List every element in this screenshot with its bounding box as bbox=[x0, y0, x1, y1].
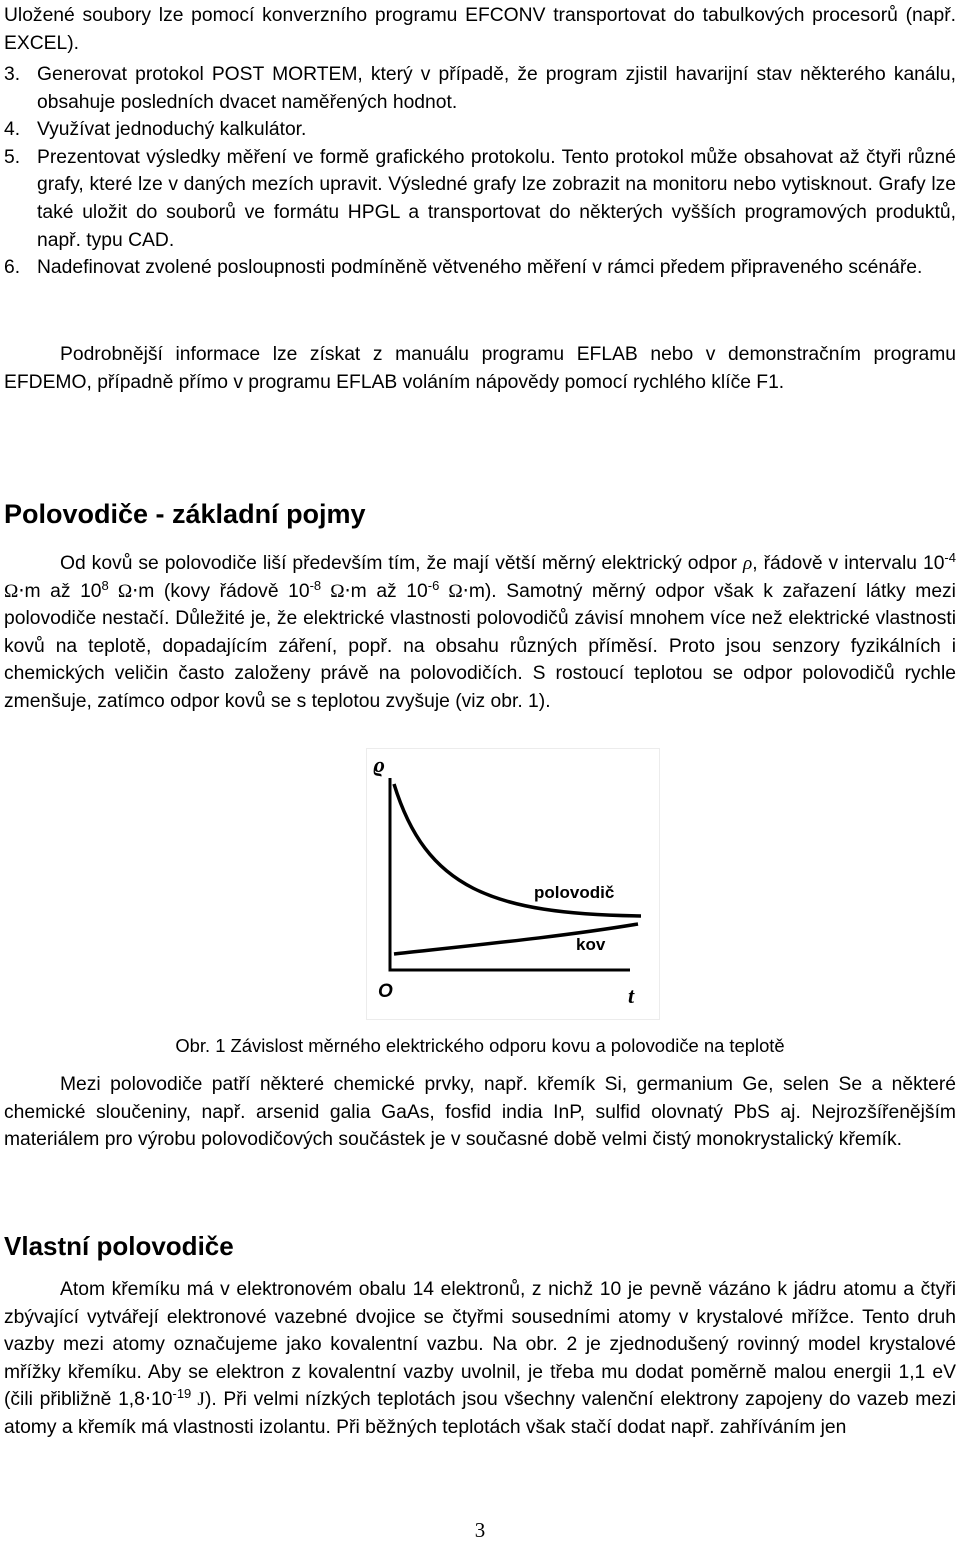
section-heading-intrinsic: Vlastní polovodiče bbox=[4, 1231, 234, 1261]
more-info-paragraph: Podrobnější informace lze získat z manuálu programu EFLAB nebo v demonstračním programu EFDEMO, případně přímo v programu EFLAB voláním nápovědy pomocí rychlého klíče F1. bbox=[4, 344, 956, 393]
intro-paragraph: Uložené soubory lze pomocí konverzního programu EFCONV transportovat do tabulkových procesorů (např. EXCEL). bbox=[4, 5, 956, 54]
semiconductor-materials-paragraph: Mezi polovodiče patří některé chemické prvky, např. křemík Si, germanium Ge, selen Se a některé chemické sloučeniny, např. arsenid galia GaAs, fosfid india InP, sulfid olovnatý PbS aj. Nejrozšířenějším materiálem pro výrobu polovodičových součástek je v současné době velmi čistý monokrystalický křemík. bbox=[4, 1074, 956, 1151]
figure-frame bbox=[367, 749, 660, 1020]
resistivity-plot bbox=[366, 748, 660, 1020]
list-item bbox=[4, 61, 956, 116]
section-heading-semiconductors: Polovodiče - základní pojmy bbox=[4, 499, 366, 529]
ohm-symbol: Ω⋅ bbox=[4, 580, 25, 602]
list-item-number: 5. bbox=[4, 146, 21, 168]
figure-caption: Obr. 1 Závislost měrného elektrického odporu kovu a polovodiče na teplotě bbox=[175, 1035, 785, 1056]
list-item-text: Nadefinovat zvolené posloupnosti podmíněně větveného měření v rámci předem připraveného scénáře. bbox=[37, 257, 923, 279]
semiconductor-intro-paragraph: Od kovů se polovodiče liší především tím, že mají větší měrný elektrický odpor ρ, řádově v intervalu $10^{-4}$ Ω⋅m až $10^8$ Ω⋅m (kovy řádově $10^{-8}$ Ω⋅m až $10^{-6}$ Ω⋅m). Samotný měrný odpor však k zařazení látky mezi polovodiče nestačí. Důležité je, že elektrické vlastnosti polovodičů závisí mnohem více než elektrické vlastnosti kovů na teplotě, dopadajícím záření, popř. na obsahu různých příměsí. Proto jsou senzory fyzikálních i chemických veličin často založeny právě na polovodičích. S rostoucí teplotou se odpor polovodičů rychle zmenšuje, zatímco odpor kovů se s teplotou zvyšuje (viz obr. 1). bbox=[4, 550, 956, 712]
list-item-number: 6. bbox=[4, 257, 21, 279]
list-item bbox=[4, 116, 956, 144]
list-item-text: Využívat jednoduchý kalkulátor. bbox=[37, 119, 307, 141]
list-item-text: Generovat protokol POST MORTEM, který v případě, že program zjistil havarijní stav některého kanálu, obsahuje posledních dvacet naměřených hodnot. bbox=[37, 64, 956, 113]
origin-label: O bbox=[378, 981, 393, 1002]
ohm-symbol: Ω⋅ bbox=[108, 580, 139, 602]
page-number: 3 bbox=[474, 1518, 486, 1542]
rho-symbol: ρ bbox=[743, 553, 753, 574]
list-item-text: Prezentovat výsledky měření ve formě grafického protokolu. Tento protokol může obsahovat až čtyři různé grafy, které lze v daných mezích upravit. Výsledné grafy lze zobrazit na monitoru nebo vytisknout. Grafy lze také uložit do souborů ve formátu HPGL a transportovat do některých vyšších programových produktů, např. typu CAD. bbox=[37, 146, 956, 251]
y-axis-label: ϱ bbox=[373, 752, 386, 777]
x-axis-label: t bbox=[628, 983, 635, 1008]
numbered-list bbox=[4, 61, 956, 282]
list-item-number: 3. bbox=[4, 64, 21, 85]
list-item bbox=[4, 144, 956, 254]
semiconductor-label: polovodič bbox=[534, 883, 615, 902]
ohm-symbol: Ω⋅ bbox=[439, 580, 469, 602]
list-item bbox=[4, 254, 956, 282]
resistivity-figure bbox=[366, 748, 660, 1020]
metal-label: kov bbox=[576, 935, 606, 954]
list-item-number: 4. bbox=[4, 119, 21, 141]
ohm-symbol: Ω⋅ bbox=[321, 580, 351, 602]
intrinsic-paragraph: Atom křemíku má v elektronovém obalu 14 elektronů, z nichž 10 je pevně vázáno k jádru atomu a čtyři zbývající vytvářejí elektronové vazebné dvojice se čtyřmi sousedními atomy v krystalové mřížce. Tento druh vazby mezi atomy označujeme jako kovalentní vazbu. Na obr. 2 je zjednodušený rovinný model krystalové mřížky křemíku. Aby se elektron z kovalentní vazby uvolnil, je třeba mu dodat poměrně malou energii 1,1 eV (čili přibližně $1,8\cdot 10^{-19}$ J). Při velmi nízkých teplotách jsou všechny valenční elektrony zapojeny do vazeb mezi atomy a křemík má vlastnosti izolantu. Při běžných teplotách však stačí dodat např. zahříváním jen bbox=[4, 1279, 956, 1438]
